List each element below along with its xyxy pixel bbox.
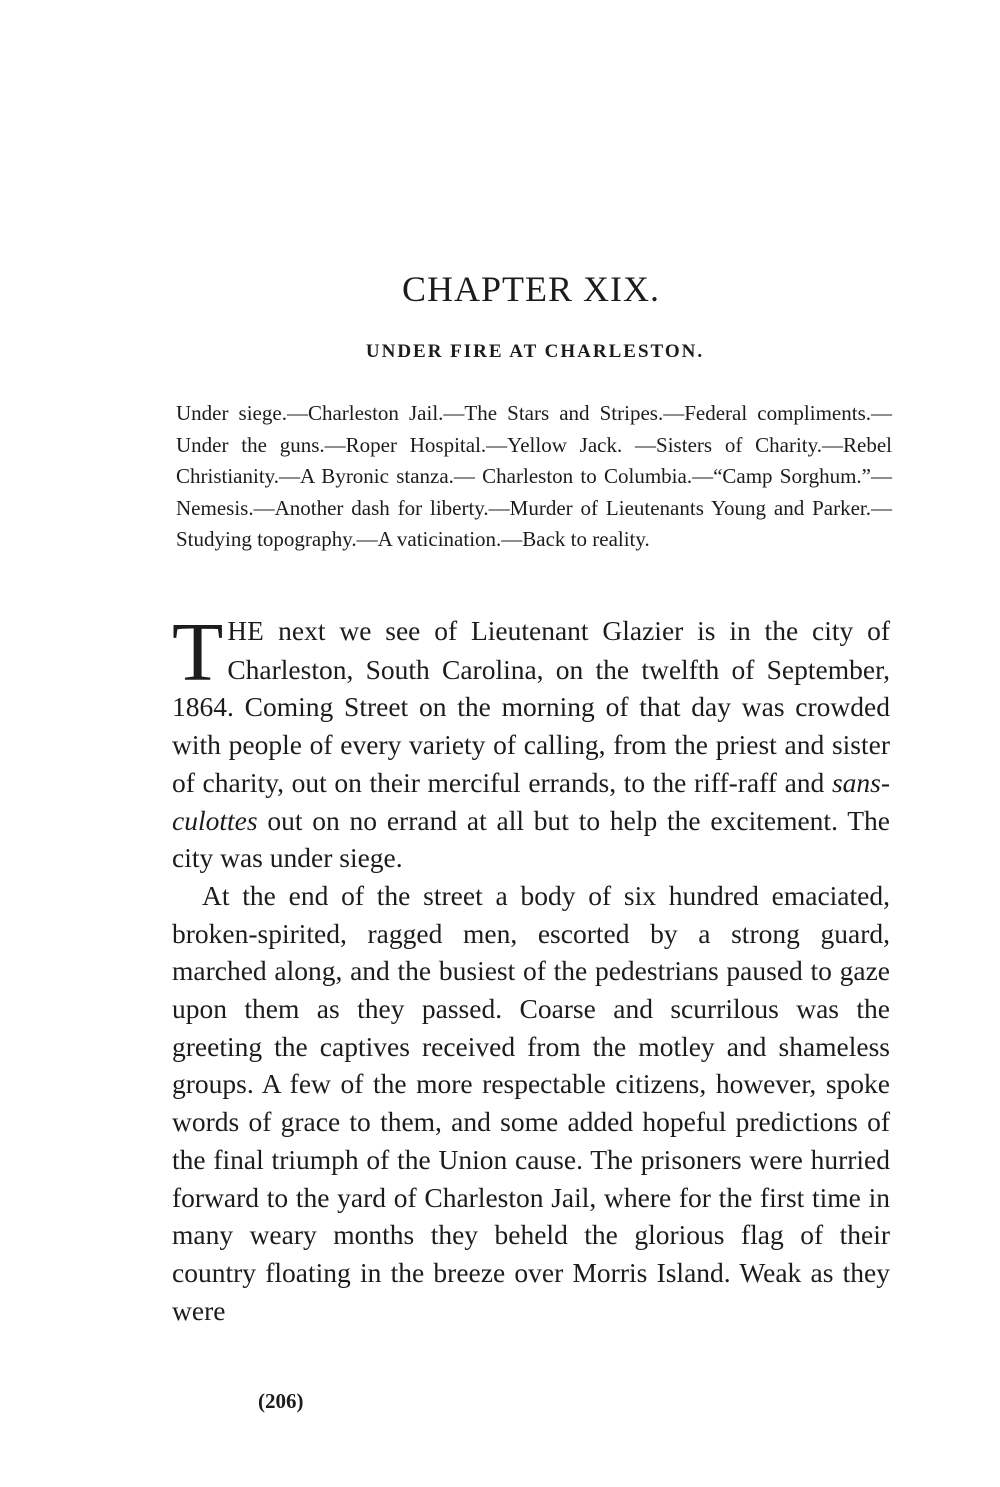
paragraph-1-text-b: out on no errand at all but to help the excitement. The city was under siege. (172, 804, 890, 874)
paragraph-1-text-a: next we see of Lieutenant Glazier is in the city of Charleston, South Carolina, on the twelfth of September, 1864. Coming Street on the morning of that day was crowded with people of every variety of calling, from the priest and sister of charity, out on their merciful errands, to the riff-raff and (172, 615, 890, 798)
paragraph-1 (172, 606, 890, 877)
opening-smallcaps: HE (227, 616, 265, 646)
body-text (172, 606, 890, 1329)
page-number: (206) (258, 1389, 304, 1413)
chapter-title: UNDER FIRE AT CHARLESTON. (365, 341, 705, 362)
italic-phrase: sans-culottes (172, 766, 890, 836)
chapter-number: CHAPTER XIX. (401, 269, 660, 309)
chapter-synopsis (176, 398, 892, 556)
paragraph-2: At the end of the street a body of six hundred emaciated, broken-spirited, ragged men, escorted by a strong guard, marched along, and the busiest of the pedestrians paused to gaze upon them as they passed. Coarse and scurrilous was the greeting the captives received from the motley and shameless groups. A few of the more respectable citizens, however, spoke words of grace to them, and some added hopeful predictions of the final triumph of the Union cause. The prisoners were hurried forward to the yard of Charleston Jail, where for the first time in many weary months they beheld the glorious flag of their country floating in the breeze over Morris Island. Weak as they were (172, 879, 890, 1326)
drop-cap: T (172, 606, 224, 699)
synopsis-text: Under siege.—Charleston Jail.—The Stars and Stripes.—Federal compliments.—Under the guns.—Roper Hospital.—Yellow Jack. —Sisters of Charity.—Rebel Christianity.—A Byronic stanza.— Charleston to Columbia.—“Camp Sorghum.”—Nemesis.—Another dash for liberty.—Murder of Lieutenants Young and Parker.— Studying topography.—A vaticination.—Back to reality. (176, 401, 892, 551)
